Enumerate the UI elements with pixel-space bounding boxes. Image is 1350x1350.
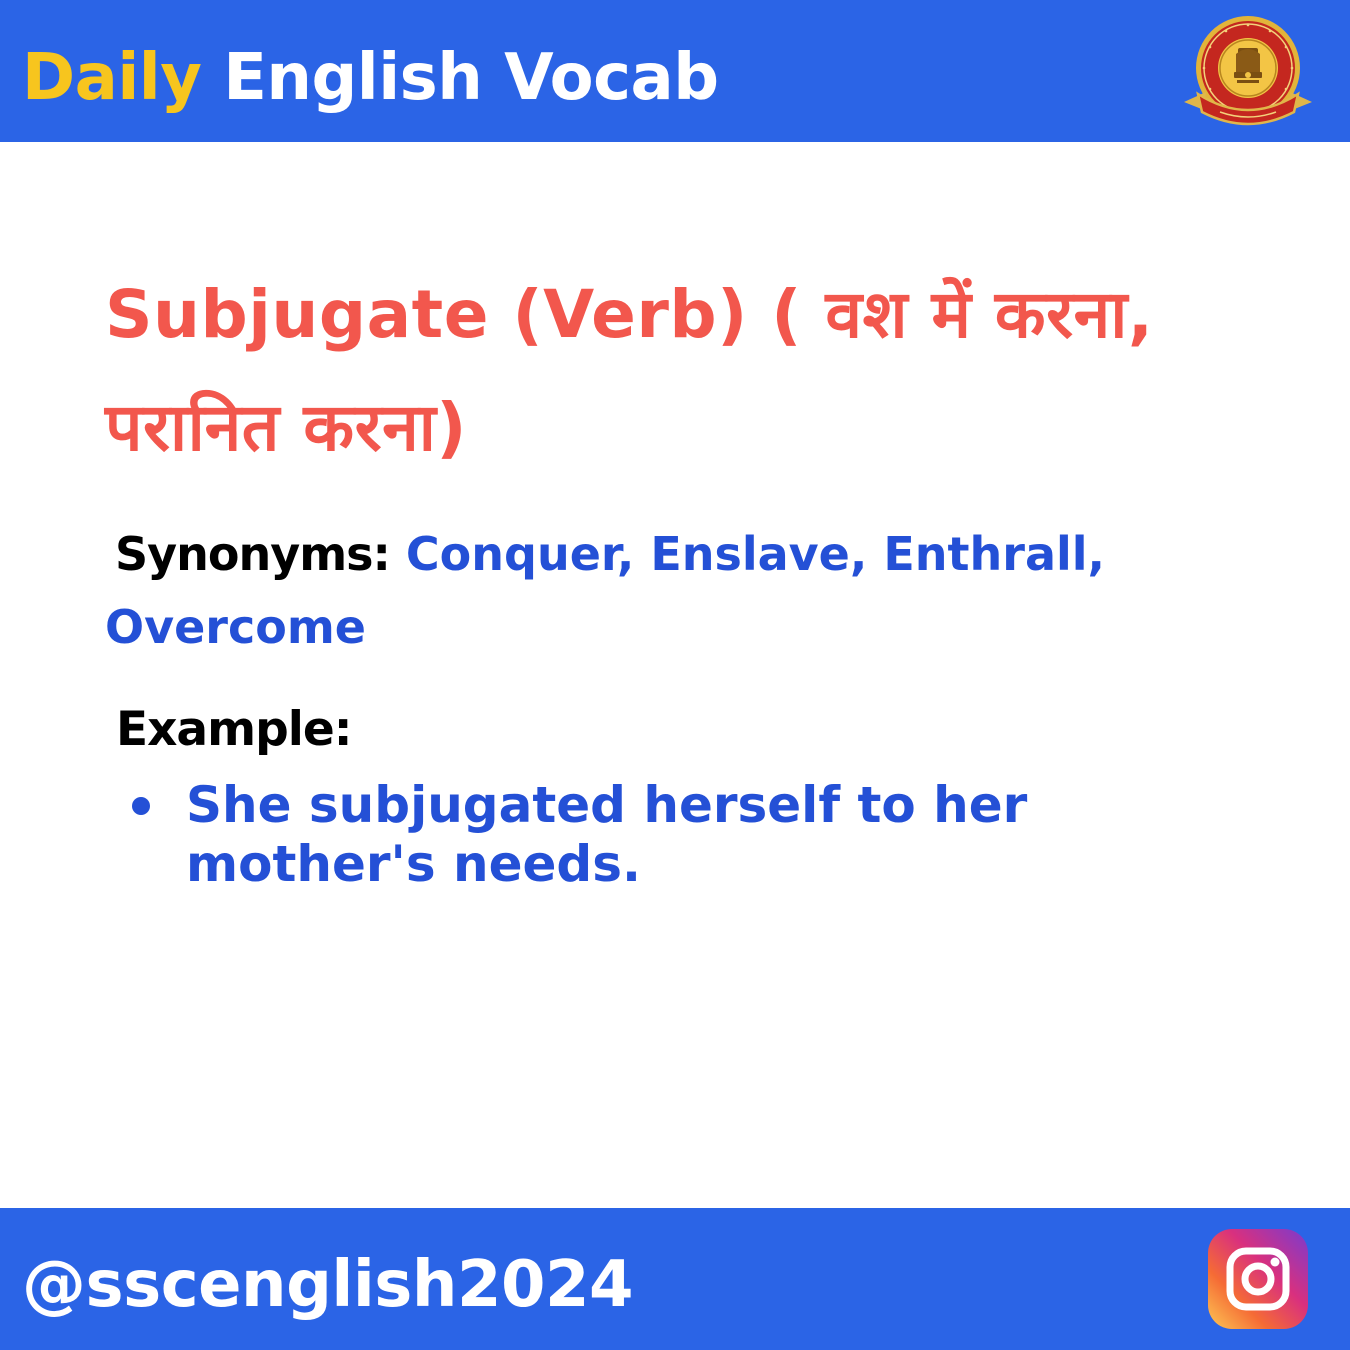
example-list [130, 776, 1090, 894]
title-highlight: Daily [22, 41, 202, 115]
example-text: She subjugated herself to her mother's needs. [186, 776, 1028, 893]
page-title [22, 34, 719, 122]
ssc-emblem-icon [1180, 14, 1316, 130]
bullet-icon [132, 797, 150, 815]
synonyms-label: Synonyms: [115, 527, 390, 581]
synonyms-values: Conquer, Enslave, Enthrall, Overcome [105, 527, 1105, 654]
instagram-icon[interactable] [1208, 1229, 1308, 1329]
footer-bar [0, 1208, 1350, 1350]
synonyms-line [105, 518, 1235, 664]
title-rest: English Vocab [223, 41, 719, 115]
vocab-headword: Subjugate (Verb) ( वश में करना, परानित करना) [105, 276, 1154, 466]
header-bar [0, 0, 1350, 142]
social-handle[interactable]: @sscenglish2024 [22, 1248, 634, 1322]
example-item [130, 776, 1090, 894]
example-label: Example: [116, 702, 352, 757]
